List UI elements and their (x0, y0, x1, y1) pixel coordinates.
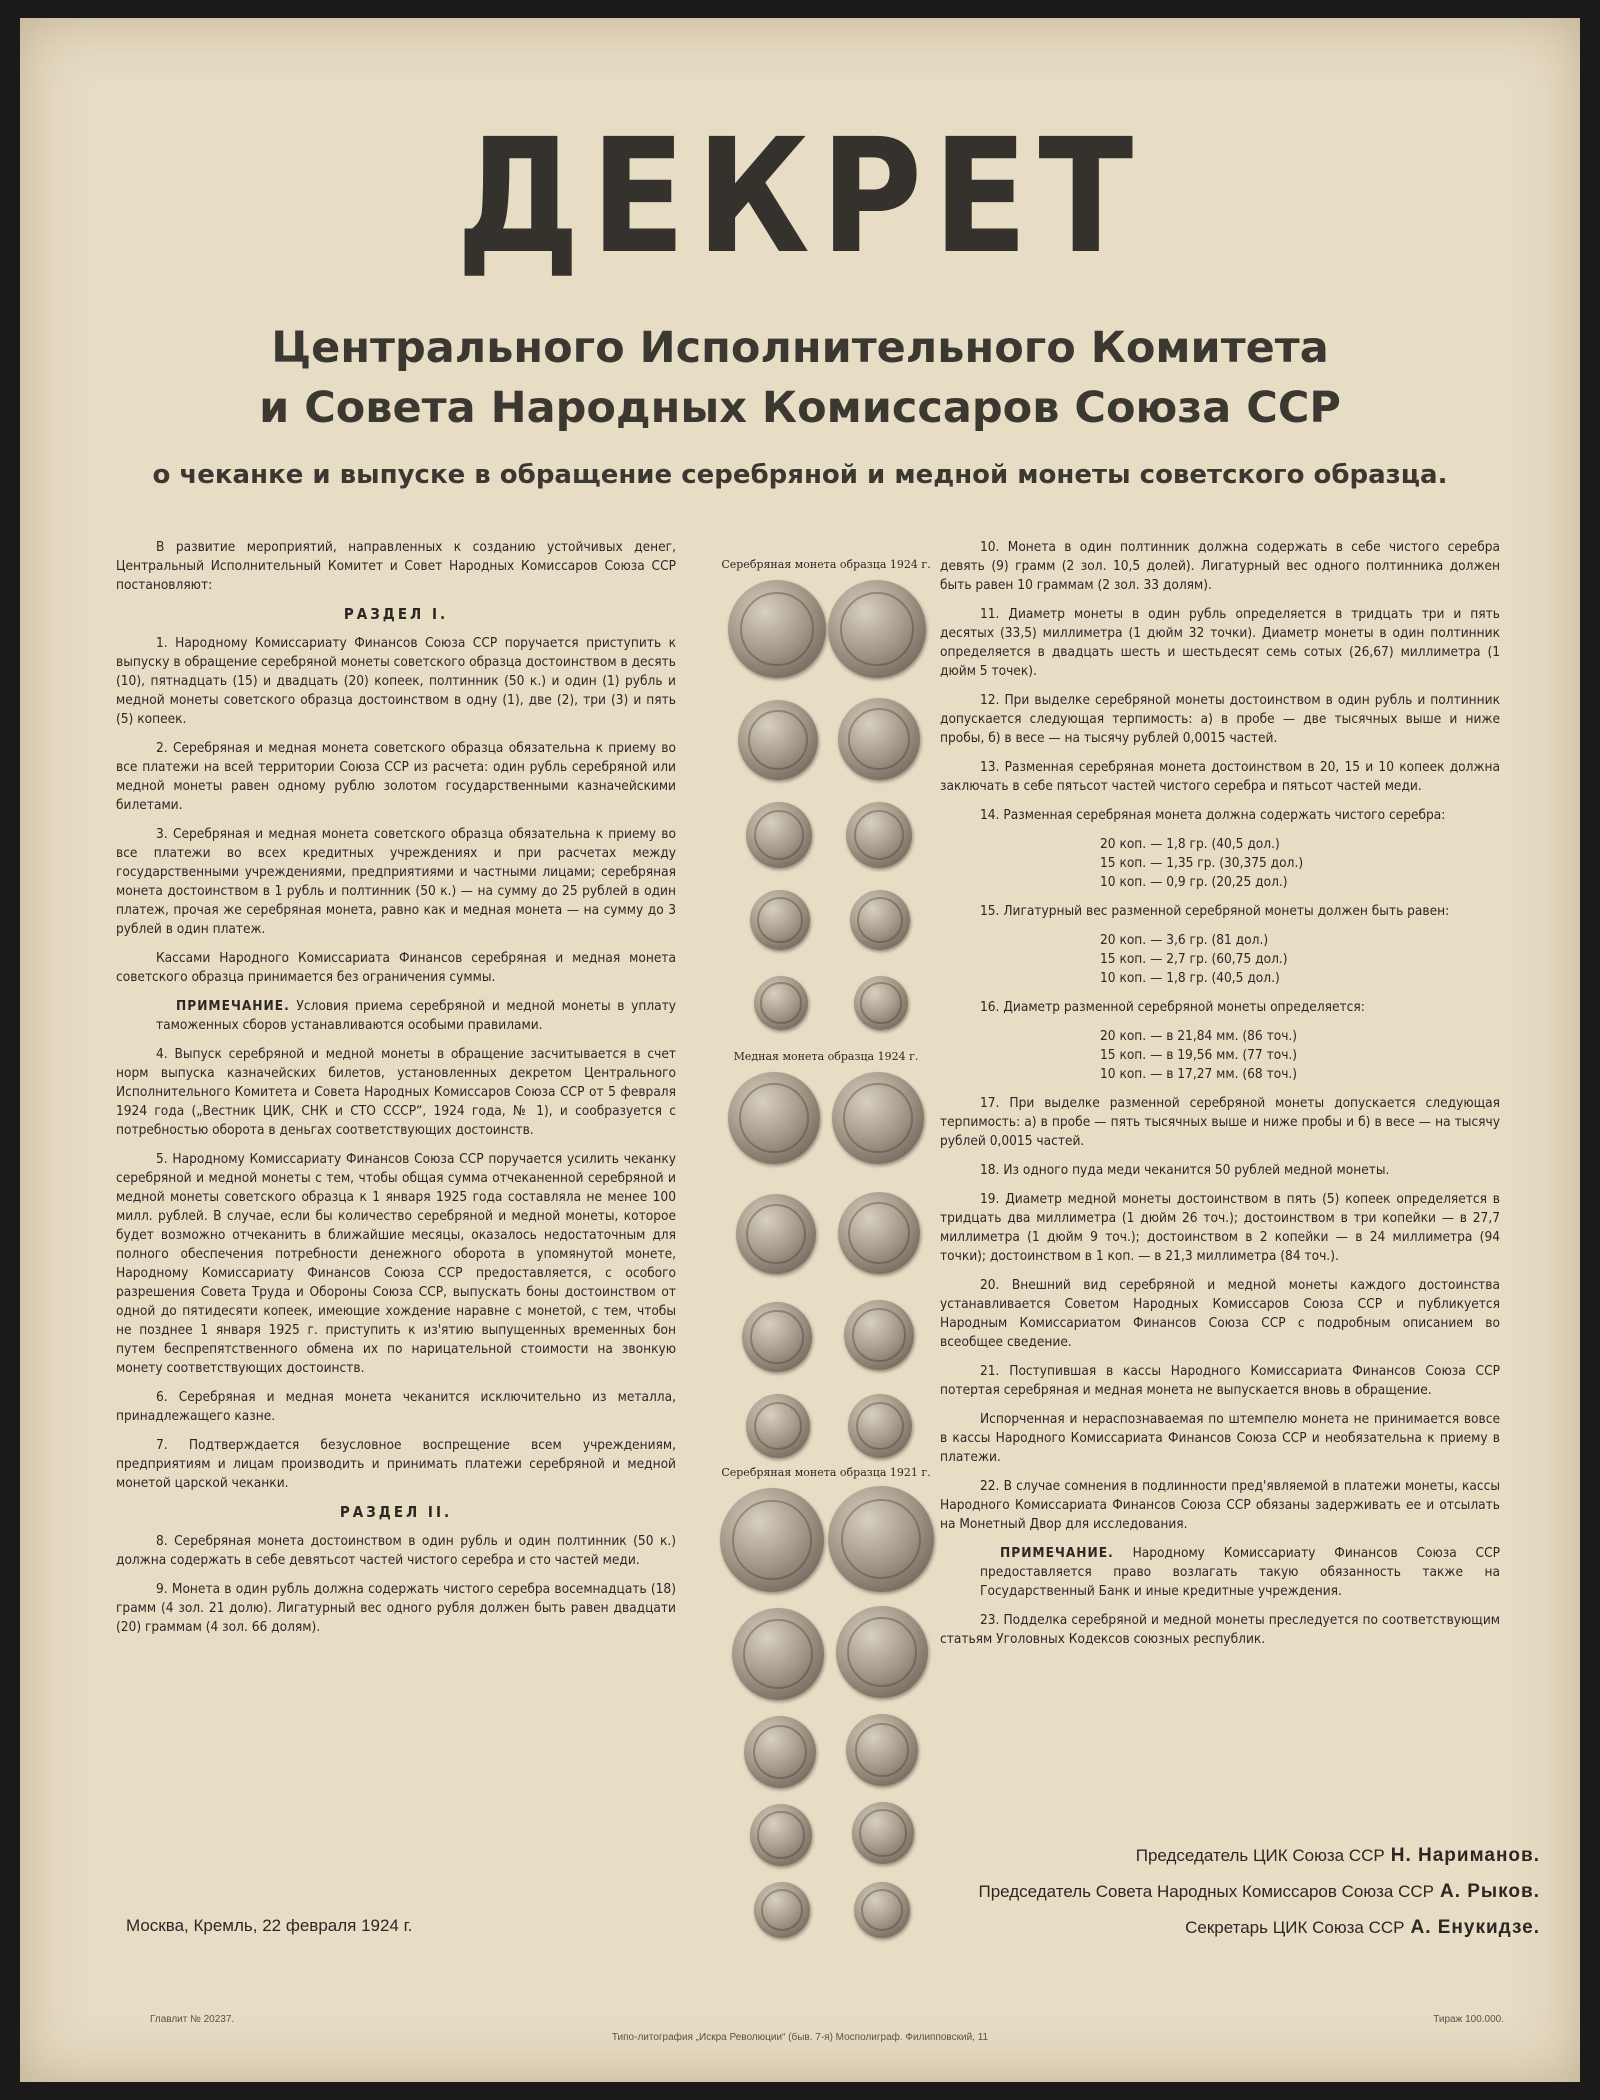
article-21-continuation: Испорченная и нераспознаваемая по штемпелю монета не принимается вовсе в кассы Народного Комиссариата Финансов Союза ССР и необязательна к приему в платежи. (940, 1411, 1500, 1465)
section-heading-2: РАЗДЕЛ II. (339, 1503, 453, 1521)
section-heading-1: РАЗДЕЛ I. (343, 605, 449, 623)
intro-paragraph: В развитие мероприятий, направленных к созданию устойчивых денег, Центральный Исполнительный Комитет и Совет Народных Комиссаров Союза ССР постановляют: (116, 539, 676, 593)
article-7: 7. Подтверждается безусловное воспрещение всем учреждениям, предприятиям и лицам производить и принимать платежи серебряной и медной монетой царской чеканки. (116, 1437, 676, 1491)
value-line: 10 коп. — в 17,27 мм. (68 точ.) (1100, 1066, 1298, 1082)
copper-2k-reverse-coin-image (844, 1300, 914, 1370)
issuer-line-2: и Совета Народных Комиссаров Союза ССР (259, 383, 1341, 433)
signature-line (900, 1910, 1540, 1946)
signatory-role: Секретарь ЦИК Союза ССР (1185, 1918, 1405, 1937)
decree-topic: о чеканке и выпуске в обращение серебряной и медной монеты советского образца. (152, 460, 1448, 490)
article-12: 12. При выделке серебряной монеты достоинством в один рубль и полтинник допускается следующая терпимость: а) в пробе — две тысячных выше и ниже пробы, б) в весе — на тысячу рублей 0,0015 частей. (940, 692, 1500, 746)
copper-5k-reverse-coin-image (832, 1072, 924, 1164)
printer-imprint: Типо-литография „Искра Революции“ (быв. 7-я) Мосполиграф. Филипповский, 11 (611, 2032, 989, 2043)
silver-1921-10k-obverse-coin-image (754, 1882, 810, 1938)
silver-20k-reverse-coin-image (846, 802, 912, 868)
note-2 (940, 1544, 1500, 1601)
signatory-role: Председатель ЦИК Союза ССР (1135, 1846, 1385, 1865)
silver-10k-obverse-coin-image (754, 976, 808, 1030)
coin-caption-silver-1924: Серебряная монета образца 1924 г. (721, 558, 931, 571)
signatory-name: А. Енукидзе. (1410, 1917, 1540, 1938)
article-1: 1. Народному Комиссариату Финансов Союза ССР поручается приступить к выпуску в обращение серебряной монеты советского образца достоинством в десять (10), пятнадцать (15) и двадцать (20) копеек, полтинник (50 к.) и один (1) рубль и медной монеты советского образца достоинством в одну (1), две (2), три (3) и пять (5) копеек. (116, 635, 676, 727)
copper-3k-reverse-coin-image (838, 1192, 920, 1274)
silver-20k-obverse-coin-image (746, 802, 812, 868)
silver-50k-reverse-coin-image (838, 698, 920, 780)
signatory-role: Председатель Совета Народных Комиссаров Союза ССР (978, 1882, 1434, 1901)
copper-3k-obverse-coin-image (736, 1194, 816, 1274)
left-column (116, 538, 676, 1647)
silver-10k-reverse-coin-image (854, 976, 908, 1030)
note-1-label: ПРИМЕЧАНИЕ. (176, 998, 290, 1014)
issuer-line-1: Центрального Исполнительного Комитета (271, 323, 1329, 373)
value-line: 20 коп. — 1,8 гр. (40,5 дол.) (1100, 836, 1280, 852)
coin-caption-copper-1924: Медная монета образца 1924 г. (733, 1050, 919, 1063)
signatory-name: А. Рыков. (1439, 1881, 1540, 1902)
signatory-name: Н. Нариманов. (1390, 1845, 1540, 1866)
article-8: 8. Серебряная монета достоинством в один рубль и один полтинник (50 к.) должна содержать в себе девятьсот частей чистого серебра и сто частей меди. (116, 1533, 676, 1568)
right-column (940, 538, 1500, 1659)
note-1 (116, 997, 676, 1035)
article-14-values (940, 835, 1500, 892)
value-line: 10 коп. — 0,9 гр. (20,25 дол.) (1100, 874, 1288, 890)
article-16-values (940, 1027, 1500, 1084)
silver-15k-reverse-coin-image (850, 890, 910, 950)
silver-1921-20k-obverse-coin-image (744, 1716, 816, 1788)
article-15: 15. Лигатурный вес разменной серебряной монеты должен быть равен: (980, 903, 1450, 919)
silver-15k-obverse-coin-image (750, 890, 810, 950)
value-line: 15 коп. — 1,35 гр. (30,375 дол.) (1100, 855, 1304, 871)
silver-1921-20k-reverse-coin-image (846, 1714, 918, 1786)
article-3-continuation: Кассами Народного Комиссариата Финансов серебряная и медная монета советского образца принимается без ограничения суммы. (116, 950, 676, 985)
article-13: 13. Разменная серебряная монета достоинством в 20, 15 и 10 копеек должна заключать в себе пятьсот частей чистого серебра и пятьсот частей меди. (940, 759, 1500, 794)
decree-title: ДЕКРЕТ (456, 105, 1144, 289)
article-17: 17. При выделке разменной серебряной монеты допускается следующая терпимость: а) в пробе — пять тысячных выше и ниже пробы и б) в весе — на тысячу рублей 0,0015 частей. (940, 1095, 1500, 1149)
silver-1921-15k-obverse-coin-image (750, 1804, 812, 1866)
silver-1921-ruble-obverse-coin-image (720, 1488, 824, 1592)
article-18: 18. Из одного пуда меди чеканится 50 рублей медной монеты. (980, 1162, 1390, 1178)
article-14: 14. Разменная серебряная монета должна содержать чистого серебра: (980, 807, 1446, 823)
article-15-values (940, 931, 1500, 988)
copper-1k-obverse-coin-image (746, 1394, 810, 1458)
article-3: 3. Серебряная и медная монета советского образца обязательна к приему во все платежи во всех кредитных учреждениях и при расчетах между государственными учреждениями, предприятиями и частными лицами; серебряная монета достоинством в 1 рубль и полтинник (50 к.) — на сумму до 25 рублей в один платеж, прочая же серебряная монета, равно как и медная монета — на сумму до 3 рублей в один платеж. (116, 826, 676, 937)
copper-1k-reverse-coin-image (848, 1394, 912, 1458)
silver-ruble-reverse-coin-image (828, 580, 926, 678)
coin-caption-silver-1921: Серебряная монета образца 1921 г. (721, 1466, 931, 1479)
article-4: 4. Выпуск серебряной и медной монеты в обращение засчитывается в счет норм выпуска казначейских билетов, установленных декретом Центрального Исполнительного Комитета и Совета Народных Комиссаров Союза ССР от 5 февраля 1924 года („Вестник ЦИК, СНК и СТО СССР“, 1924 года, № 1), и сообразуется с потребностью оборота в деньгах соответствующих достоинств. (116, 1046, 676, 1138)
value-line: 20 коп. — 3,6 гр. (81 дол.) (1100, 932, 1269, 948)
silver-1921-50k-obverse-coin-image (732, 1608, 824, 1700)
place-and-date: Москва, Кремль, 22 февраля 1924 г. (126, 1916, 413, 1935)
signature-block (900, 1838, 1540, 1946)
silver-1921-ruble-reverse-coin-image (828, 1486, 934, 1592)
value-line: 15 коп. — 2,7 гр. (60,75 дол.) (1100, 951, 1288, 967)
censor-number: Главлит № 20237. (150, 2014, 235, 2025)
article-2: 2. Серебряная и медная монета советского образца обязательна к приему во все платежи на всей территории Союза ССР из расчета: один рубль серебряной или медной монеты равен одному рублю золотом государственными казначейскими билетами. (116, 740, 676, 813)
signature-line (900, 1838, 1540, 1874)
coin-illustrations (706, 548, 946, 1968)
article-10: 10. Монета в один полтинник должна содержать в себе чистого серебра девять (9) грамм (2 зол. 10,5 долей). Лигатурный вес одного полтинника должен быть равен 10 граммам (2 зол. 33 долям). (940, 539, 1500, 593)
decree-sheet (20, 18, 1580, 2082)
note-2-label: ПРИМЕЧАНИЕ. (1000, 1545, 1114, 1561)
silver-ruble-obverse-coin-image (728, 580, 826, 678)
note-2-text: Народному Комиссариату Финансов Союза ССР предоставляется право возлагать такую обязанность также на Государственный Банк и иные кредитные учреждения. (980, 1545, 1500, 1599)
decree-issuer (20, 318, 1580, 438)
value-line: 15 коп. — в 19,56 мм. (77 точ.) (1100, 1047, 1298, 1063)
article-19: 19. Диаметр медной монеты достоинством в пять (5) копеек определяется в тридцать два миллиметра (1 дюйм 26 точ.); достоинством в три копейки — в 27,7 миллиметра (1 дюйм 9 точ.); достоинством в 2 копейки — в 24 миллиметра (94 точки); достоинством в 1 коп. — в 21,3 миллиметра (84 точ.). (940, 1191, 1500, 1264)
silver-50k-obverse-coin-image (738, 700, 818, 780)
article-23: 23. Подделка серебряной и медной монеты преследуется по соответствующим статьям Уголовных Кодексов союзных республик. (940, 1612, 1500, 1647)
article-21: 21. Поступившая в кассы Народного Комиссариата Финансов Союза ССР потертая серебряная и медная монета не выпускается вновь в обращение. (940, 1363, 1500, 1398)
article-5: 5. Народному Комиссариату Финансов Союза ССР поручается усилить чеканку серебряной и медной монеты с тем, чтобы общая сумма отчеканенной серебряной и медной монеты советского образца к 1 января 1925 года составляла не менее 100 милл. рублей. В случае, если бы количество серебряной и медной монеты, которое будет возможно отчеканить в ближайшие месяцы, оказалось недостаточным для полного обеспечения потребности денежного оборота в упомянутой монете, Народному Комиссариату Финансов Союза ССР предоставляется, с особого разрешения Совета Труда и Обороны Союза ССР, выпускать боны достоинством от одной до пятидесяти копеек, имеющие хождение наравне с монетой, с тем, чтобы не позднее 1 января 1925 г. приступить к из'ятию выпущенных временных бон путем беспрепятственного обмена их по нарицательной стоимости на звонкую монету соответствующих достоинств. (116, 1151, 676, 1376)
article-16: 16. Диаметр разменной серебряной монеты определяется: (980, 999, 1365, 1015)
article-6: 6. Серебряная и медная монета чеканится исключительно из металла, принадлежащего казне. (116, 1389, 676, 1424)
copper-5k-obverse-coin-image (728, 1072, 820, 1164)
article-22: 22. В случае сомнения в подлинности пред'являемой в платежи монеты, кассы Народного Комиссариата Финансов Союза ССР обязаны задерживать ее и отсылать на Монетный Двор для исследования. (940, 1478, 1500, 1532)
copper-2k-obverse-coin-image (742, 1302, 812, 1372)
article-9: 9. Монета в один рубль должна содержать чистого серебра восемнадцать (18) грамм (4 зол. 21 долю). Лигатурный вес одного рубля должен быть равен двадцати (20) граммам (4 зол. 66 долям). (116, 1581, 676, 1635)
article-20: 20. Внешний вид серебряной и медной монеты каждого достоинства устанавливается Советом Народных Комиссаров Союза ССР и публикуется Народным Комиссариатом Финансов Союза ССР с подробным описанием во всеобщее сведение. (940, 1277, 1500, 1350)
print-run: Тираж 100.000. (1433, 2014, 1504, 2025)
signature-line (900, 1874, 1540, 1910)
silver-1921-50k-reverse-coin-image (836, 1606, 928, 1698)
value-line: 10 коп. — 1,8 гр. (40,5 дол.) (1100, 970, 1280, 986)
article-11: 11. Диаметр монеты в один рубль определяется в тридцать три и пять десятых (33,5) миллиметра (1 дюйм 32 точки). Диаметр монеты в один полтинник определяется в двадцать шесть и шестьдесят семь сотых (26,67) миллиметра (1 дюйм 5 точек). (940, 606, 1500, 679)
value-line: 20 коп. — в 21,84 мм. (86 точ.) (1100, 1028, 1298, 1044)
note-1-text: Условия приема серебряной и медной монеты в уплату таможенных сборов устанавливаются особыми правилами. (156, 998, 676, 1033)
